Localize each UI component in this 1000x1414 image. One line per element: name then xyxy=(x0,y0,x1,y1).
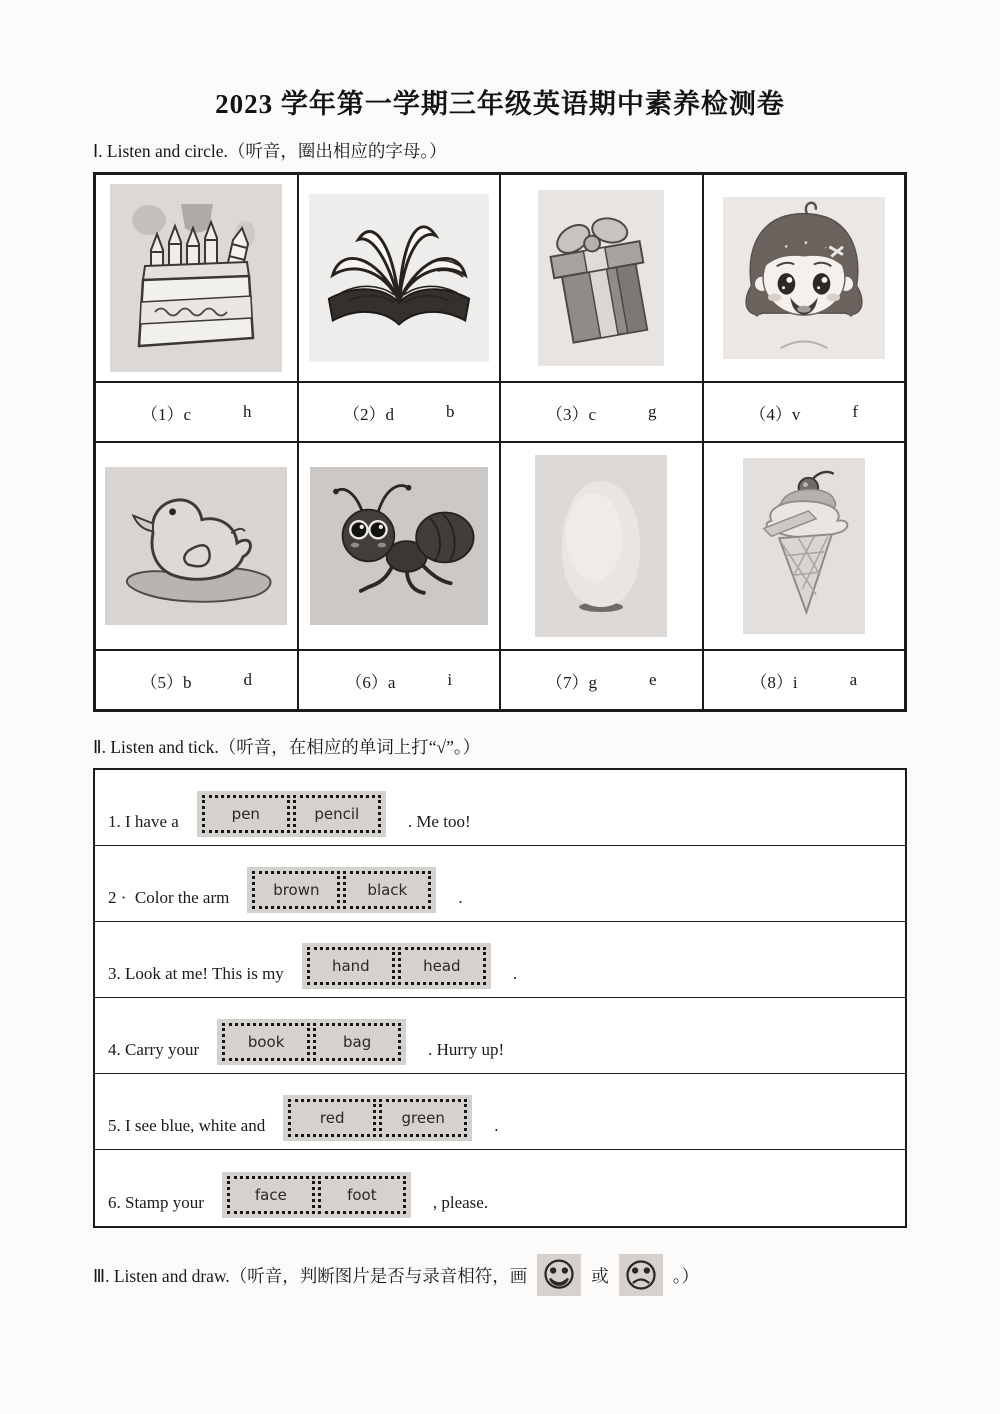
option-letter-primary[interactable]: （2）d xyxy=(343,404,394,424)
picture-cell xyxy=(703,442,906,650)
option-letter-secondary[interactable]: f xyxy=(852,402,859,421)
answer-options xyxy=(298,650,501,710)
sentence-end: . xyxy=(458,888,463,907)
sentence-end: , please. xyxy=(432,1193,489,1212)
picture-cell xyxy=(95,174,298,382)
option-letter-secondary[interactable]: a xyxy=(849,670,858,689)
word-choice[interactable]: black xyxy=(343,871,431,909)
sentence-end: . xyxy=(494,1116,499,1135)
sentence-end: . Me too! xyxy=(407,812,471,831)
option-letter-primary[interactable]: （4）v xyxy=(749,404,801,424)
word-choice-pair xyxy=(302,943,491,989)
word-choice-pair xyxy=(217,1019,406,1065)
tick-row xyxy=(95,998,905,1074)
word-choice[interactable]: book xyxy=(222,1023,310,1061)
word-choice[interactable]: bag xyxy=(313,1023,401,1061)
egg-image xyxy=(535,455,667,637)
word-choice[interactable]: brown xyxy=(252,871,340,909)
tick-row xyxy=(95,770,905,846)
word-choice[interactable]: hand xyxy=(307,947,395,985)
sentence-start: 5. I see blue, white and xyxy=(108,1116,266,1135)
tick-row xyxy=(95,846,905,922)
sentence-end: . Hurry up! xyxy=(428,1040,505,1059)
answer-options xyxy=(703,382,906,442)
section1-heading: Ⅰ. Listen and circle.（听音，圈出相应的字母。） xyxy=(93,141,447,161)
word-choice-pair xyxy=(197,791,386,837)
word-choice[interactable]: pen xyxy=(202,795,290,833)
sentence-start: 1. I have a xyxy=(108,812,179,831)
sad-face-icon xyxy=(619,1254,663,1296)
word-choice[interactable]: red xyxy=(288,1099,376,1137)
tick-row xyxy=(95,922,905,998)
word-choice[interactable]: pencil xyxy=(293,795,381,833)
answer-options xyxy=(500,382,703,442)
word-choice[interactable]: head xyxy=(398,947,486,985)
ice-cream-image xyxy=(743,458,865,634)
picture-cell xyxy=(298,174,501,382)
smiley-face-icon xyxy=(537,1254,581,1296)
option-letter-secondary[interactable]: h xyxy=(243,402,252,421)
picture-cell xyxy=(500,174,703,382)
sentence-start: 6. Stamp your xyxy=(108,1193,204,1212)
listen-and-circle-table xyxy=(93,172,907,712)
ant-image xyxy=(310,467,488,625)
word-choice[interactable]: green xyxy=(379,1099,467,1137)
picture-cell xyxy=(298,442,501,650)
answer-options xyxy=(95,382,298,442)
option-letter-secondary[interactable]: b xyxy=(446,402,455,421)
sentence-start: 3. Look at me! This is my xyxy=(108,964,284,983)
section3-text-start: Ⅲ. Listen and draw.（听音，判断图片是否与录音相符，画 xyxy=(93,1265,528,1286)
tick-row xyxy=(95,1074,905,1150)
picture-cell xyxy=(95,442,298,650)
option-letter-secondary[interactable]: e xyxy=(648,670,657,689)
girl-image xyxy=(723,197,885,359)
answer-options xyxy=(500,650,703,710)
section3-heading xyxy=(93,1254,907,1296)
listen-and-tick-table xyxy=(93,768,907,1228)
open-book-image xyxy=(309,194,489,362)
option-letter-primary[interactable]: （6）a xyxy=(345,672,396,692)
option-letter-primary[interactable]: （5）b xyxy=(140,672,192,692)
page-title: 2023 学年第一学期三年级英语期中素养检测卷 xyxy=(215,89,785,119)
answer-options xyxy=(298,382,501,442)
option-letter-secondary[interactable]: i xyxy=(447,670,453,689)
gift-box-image xyxy=(538,190,664,366)
word-choice-pair xyxy=(283,1095,472,1141)
option-letter-secondary[interactable]: g xyxy=(648,402,657,421)
duck-image xyxy=(105,467,287,625)
option-letter-secondary[interactable]: d xyxy=(243,670,252,689)
crayon-box-image xyxy=(110,184,282,372)
option-letter-primary[interactable]: （1）c xyxy=(140,404,192,424)
option-letter-primary[interactable]: （8）i xyxy=(750,672,798,692)
section3-or-text: 或 xyxy=(591,1265,609,1286)
section3-text-end: 。） xyxy=(672,1265,700,1286)
word-choice-pair xyxy=(222,1172,411,1218)
option-letter-primary[interactable]: （7）g xyxy=(545,672,597,692)
sentence-end: . xyxy=(512,964,518,983)
tick-row xyxy=(95,1150,905,1226)
sentence-start: 4. Carry your xyxy=(108,1040,200,1059)
picture-cell xyxy=(703,174,906,382)
picture-cell xyxy=(500,442,703,650)
sentence-start: 2 · Color the arm xyxy=(108,888,230,907)
answer-options xyxy=(95,650,298,710)
word-choice[interactable]: face xyxy=(227,1176,315,1214)
word-choice-pair xyxy=(247,867,436,913)
answer-options xyxy=(703,650,906,710)
section2-heading: Ⅱ. Listen and tick.（听音，在相应的单词上打“√”。） xyxy=(93,737,481,757)
option-letter-primary[interactable]: （3）c xyxy=(545,404,597,424)
word-choice[interactable]: foot xyxy=(318,1176,406,1214)
